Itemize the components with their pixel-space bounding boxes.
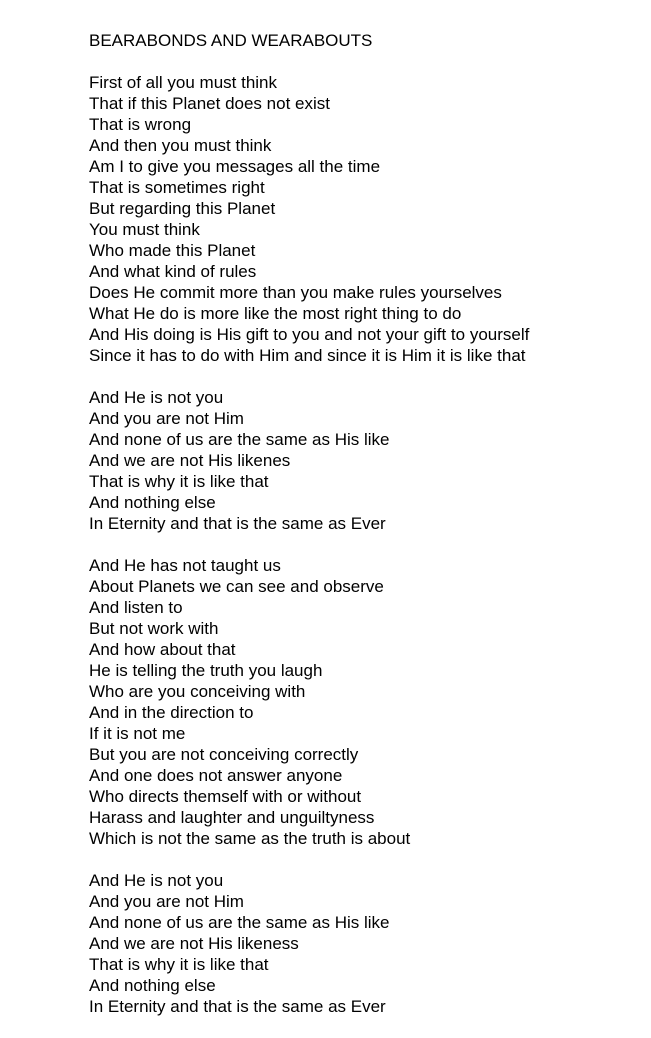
poem-line: But regarding this Planet xyxy=(89,199,276,218)
poem-body xyxy=(89,72,645,1017)
poem-page xyxy=(89,30,645,1038)
poem-line: If it is not me xyxy=(89,724,186,743)
poem-line: That is why it is like that xyxy=(89,955,269,974)
poem-line: Does He commit more than you make rules yourselves xyxy=(89,283,502,302)
poem-line: And you are not Him xyxy=(89,892,244,911)
poem-line: Who directs themself with or without xyxy=(89,787,362,806)
poem-line: But not work with xyxy=(89,619,219,638)
poem-line: And nothing else xyxy=(89,493,216,512)
poem-line: Harass and laughter and unguiltyness xyxy=(89,808,375,827)
poem-line: Who are you conceiving with xyxy=(89,682,306,701)
poem-line: Am I to give you messages all the time xyxy=(89,157,381,176)
poem-line: And we are not His likeness xyxy=(89,934,299,953)
poem-line: Which is not the same as the truth is about xyxy=(89,829,411,848)
poem-line: And what kind of rules xyxy=(89,262,257,281)
poem-line: And His doing is His gift to you and not your gift to yourself xyxy=(89,325,530,344)
poem-line: You must think xyxy=(89,220,200,239)
stanza xyxy=(89,72,645,366)
poem-line: And nothing else xyxy=(89,976,216,995)
poem-line: But you are not conceiving correctly xyxy=(89,745,359,764)
poem-line: He is telling the truth you laugh xyxy=(89,661,323,680)
poem-line: That if this Planet does not exist xyxy=(89,94,330,113)
poem-line: First of all you must think xyxy=(89,73,278,92)
poem-line: What He do is more like the most right thing to do xyxy=(89,304,462,323)
poem-line: Since it has to do with Him and since it is Him it is like that xyxy=(89,346,526,365)
poem-line: About Planets we can see and observe xyxy=(89,577,384,596)
poem-line: And He has not taught us xyxy=(89,556,281,575)
poem-title: BEARABONDS AND WEARABOUTS xyxy=(89,31,373,50)
poem-line: And He is not you xyxy=(89,388,224,407)
poem-line: And you are not Him xyxy=(89,409,244,428)
poem-line: And one does not answer anyone xyxy=(89,766,343,785)
poem-line: And listen to xyxy=(89,598,183,617)
poem-line: And in the direction to xyxy=(89,703,254,722)
stanza xyxy=(89,870,645,1017)
poem-line: And none of us are the same as His like xyxy=(89,913,390,932)
poem-line: In Eternity and that is the same as Ever xyxy=(89,514,386,533)
poem-line: That is sometimes right xyxy=(89,178,265,197)
poem-line: That is wrong xyxy=(89,115,192,134)
poem-line: And then you must think xyxy=(89,136,272,155)
poem-line: That is why it is like that xyxy=(89,472,269,491)
poem-line: And none of us are the same as His like xyxy=(89,430,390,449)
poem-line: Who made this Planet xyxy=(89,241,256,260)
poem-line: And how about that xyxy=(89,640,236,659)
stanza xyxy=(89,387,645,534)
poem-line: And we are not His likenes xyxy=(89,451,291,470)
poem-line: And He is not you xyxy=(89,871,224,890)
poem-line: In Eternity and that is the same as Ever xyxy=(89,997,386,1016)
stanza xyxy=(89,555,645,849)
